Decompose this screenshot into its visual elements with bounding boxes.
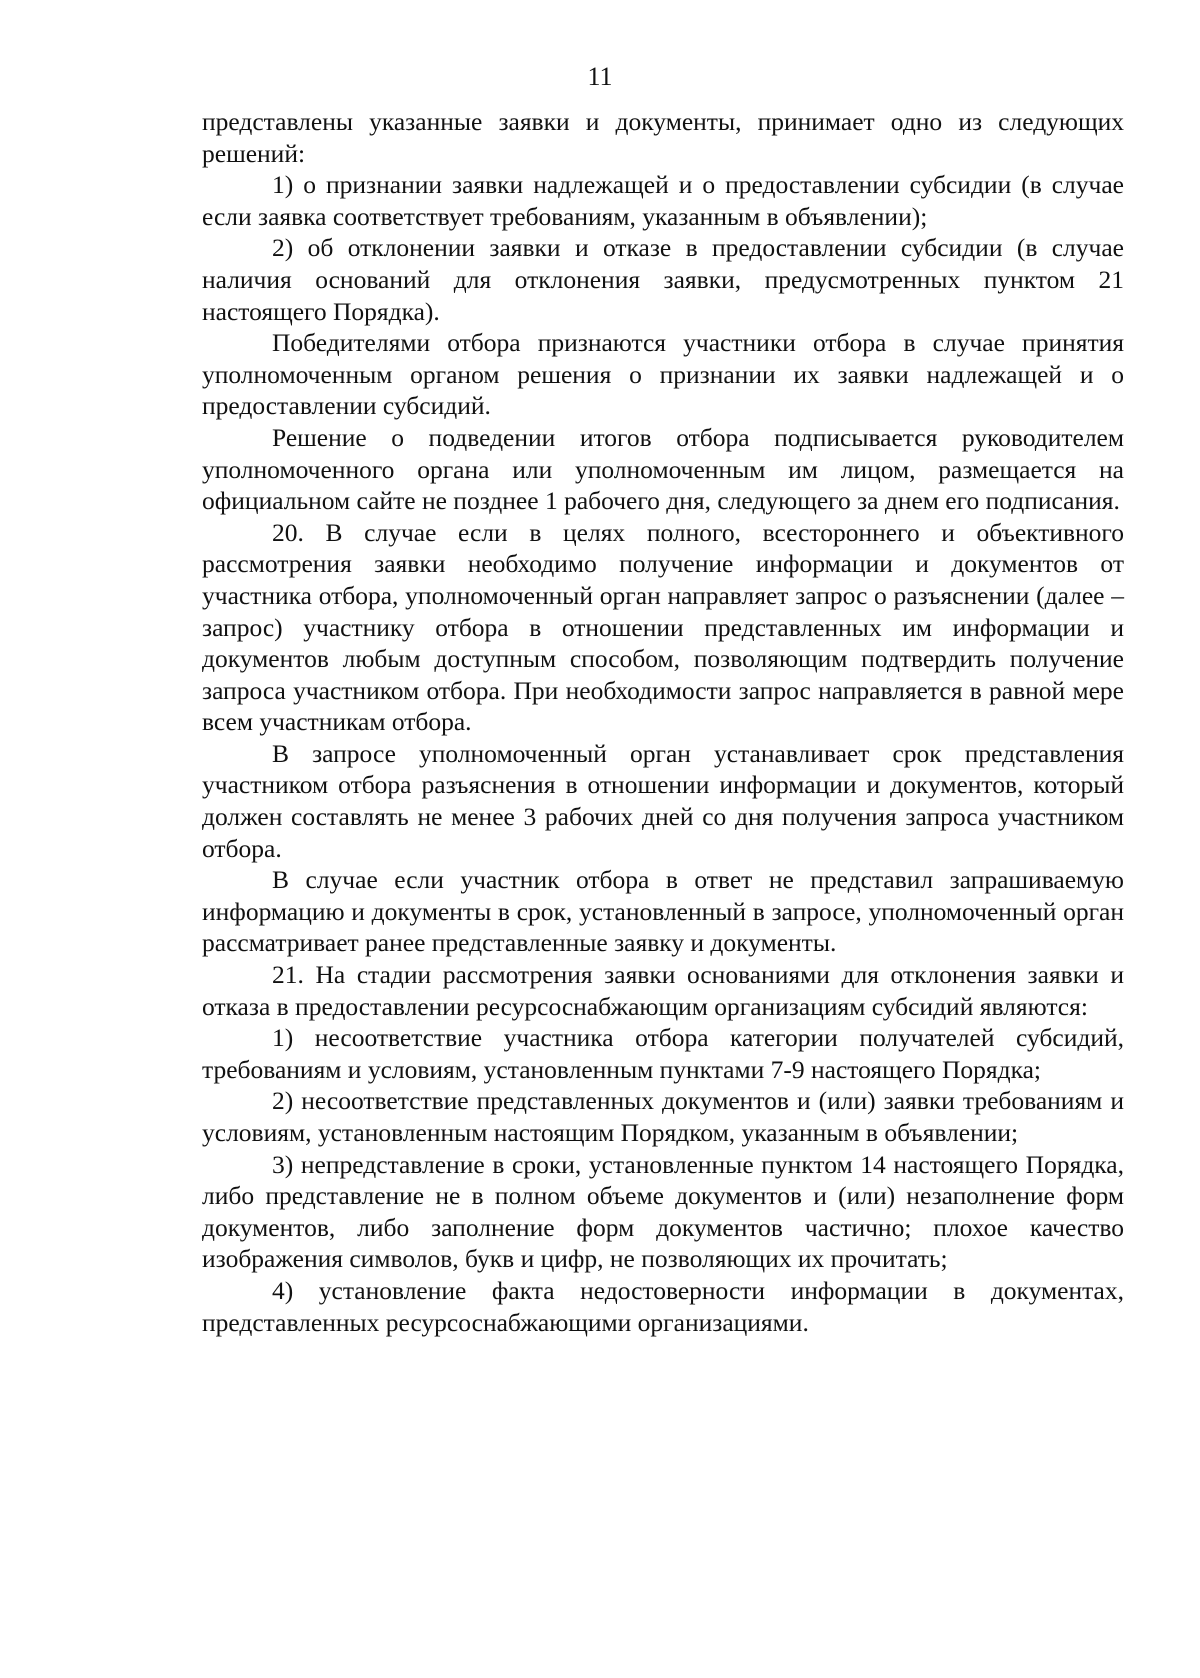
paragraph-request-deadline: В запросе уполномоченный орган устанавливает срок представления участником отбора разъяснения в отношении информации и документов, который должен составлять не менее 3 рабочих дней со дня получения запроса участником отбора. [202,738,1124,863]
paragraph-decision: Решение о подведении итогов отбора подписывается руководителем уполномоченного органа или уполномоченным им лицом, размещается на официальном сайте не позднее 1 рабочего дня, следующего за днем его подписания. [202,422,1124,516]
paragraph-item-2: 2) об отклонении заявки и отказе в предоставлении субсидии (в случае наличия оснований для отклонения заявки, предусмотренных пунктом 21 настоящего Порядка). [202,233,1124,326]
paragraph-section-21: 21. На стадии рассмотрения заявки основаниями для отклонения заявки и отказа в предоставлении ресурсоснабжающим организациям субсидий являются: [202,960,1124,1021]
document-body [202,106,1124,1338]
paragraph-continuation: представлены указанные заявки и документы, принимает одно из следующих решений: [202,107,1124,168]
page-number: 11 [587,62,613,91]
paragraph-section-20: 20. В случае если в целях полного, всестороннего и объективного рассмотрения заявки необходимо получение информации и документов от участника отбора, уполномоченный орган направляет запрос о разъяснении (далее – запрос) участнику отбора в отношении представленных им информации и документов любым доступным способом, позволяющим подтвердить получение запроса участником отбора. При необходимости запрос направляется в равной мере всем участникам отбора. [202,517,1124,737]
paragraph-ground-1: 1) несоответствие участника отбора категории получателей субсидий, требованиям и условиям, установленным пунктами 7-9 настоящего Порядка; [202,1023,1124,1084]
paragraph-item-1: 1) о признании заявки надлежащей и о предоставлении субсидии (в случае если заявка соответствует требованиям, указанным в объявлении); [202,170,1124,231]
paragraph-ground-3: 3) непредставление в сроки, установленные пунктом 14 настоящего Порядка, либо представление не в полном объеме документов и (или) незаполнение форм документов, либо заполнение форм документов частично; плохое качество изображения символов, букв и цифр, не позволяющих их прочитать; [202,1149,1124,1274]
paragraph-ground-2: 2) несоответствие представленных документов и (или) заявки требованиям и условиям, установленным настоящим Порядком, указанным в объявлении; [202,1086,1124,1147]
paragraph-winners: Победителями отбора признаются участники отбора в случае принятия уполномоченным органом решения о признании их заявки надлежащей и о предоставлении субсидий. [202,328,1124,421]
paragraph-ground-4: 4) установление факта недостоверности информации в документах, представленных ресурсоснабжающими организациями. [202,1275,1124,1337]
paragraph-no-response: В случае если участник отбора в ответ не представил запрашиваемую информацию и документы в срок, установленный в запросе, уполномоченный орган рассматривает ранее представленные заявку и документы. [202,865,1124,958]
